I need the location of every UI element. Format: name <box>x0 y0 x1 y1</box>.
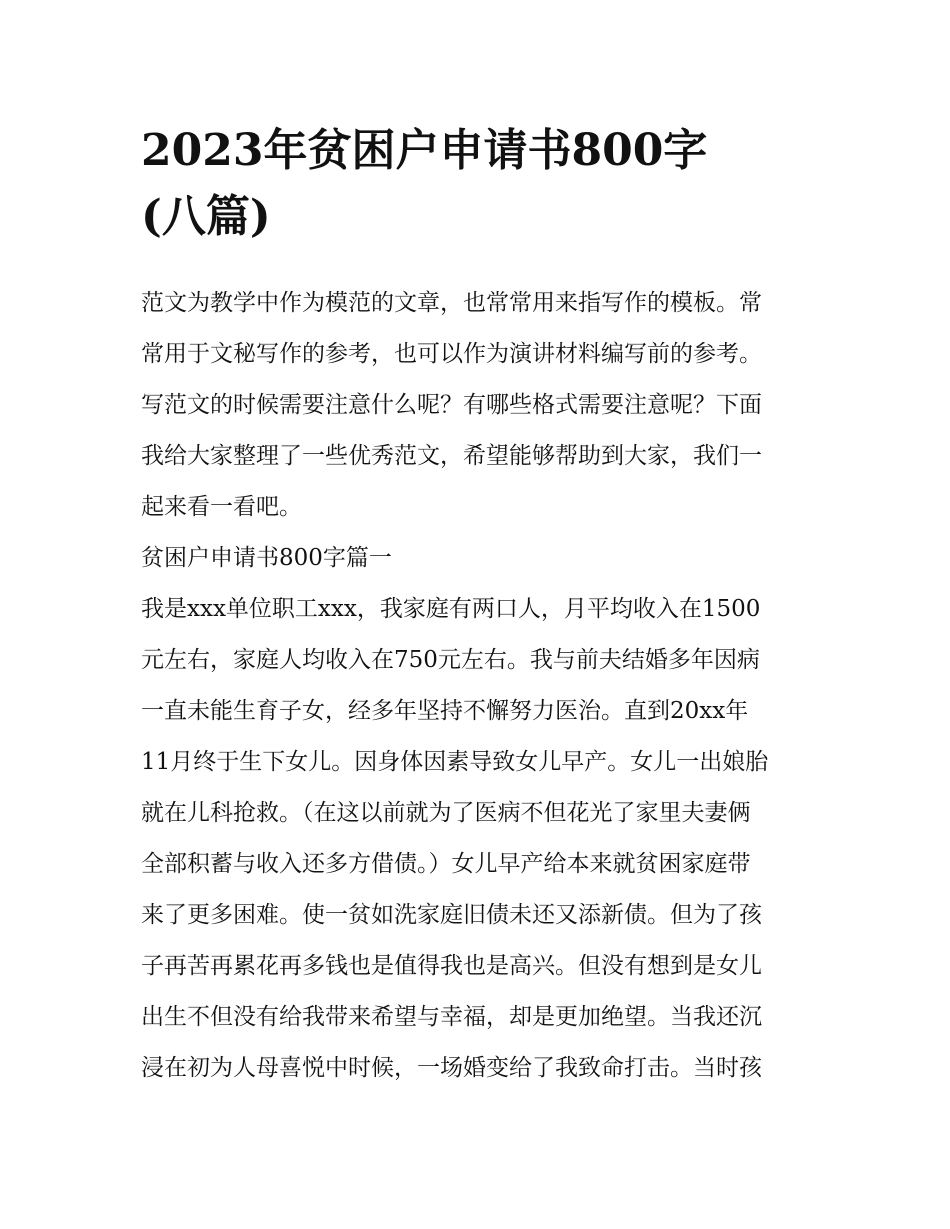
title-line: (八篇) <box>141 191 271 242</box>
section-heading: 贫困户申请书800字篇一 <box>141 545 392 571</box>
text-line: 出生不但没有给我带来希望与幸福，却是更加绝望。当我还沉 <box>141 1004 762 1030</box>
document-content <box>141 118 816 1094</box>
intro-paragraph <box>141 278 816 533</box>
text-line: 常用于文秘写作的参考，也可以作为演讲材料编写前的参考。 <box>141 341 762 367</box>
text-line: 11月终于生下女儿。因身体因素导致女儿早产。女儿一出娘胎 <box>141 749 769 775</box>
text-line: 来了更多困难。使一贫如洗家庭旧债未还又添新债。但为了孩 <box>141 902 762 928</box>
text-line: 元左右，家庭人均收入在750元左右。我与前夫结婚多年因病 <box>141 647 760 673</box>
text-line: 范文为教学中作为模范的文章，也常常用来指写作的模板。常 <box>141 290 762 316</box>
text-line: 浸在初为人母喜悦中时候，一场婚变给了我致命打击。当时孩 <box>141 1055 762 1081</box>
text-line: 我是xxx单位职工xxx，我家庭有两口人，月平均收入在1500 <box>141 596 761 622</box>
text-line: 就在儿科抢救。（在这以前就为了医病不但花光了家里夫妻俩 <box>141 800 751 826</box>
text-line: 子再苦再累花再多钱也是值得我也是高兴。但没有想到是女儿 <box>141 953 762 979</box>
document-title <box>141 118 816 250</box>
section-heading-block <box>141 533 816 584</box>
text-line: 起来看一看吧。 <box>141 494 302 520</box>
text-line: 我给大家整理了一些优秀范文，希望能够帮助到大家，我们一 <box>141 443 762 469</box>
body-paragraph <box>141 584 816 1094</box>
text-line: 全部积蓄与收入还多方借债。）女儿早产给本来就贫困家庭带 <box>141 851 751 877</box>
text-line: 写范文的时候需要注意什么呢？有哪些格式需要注意呢？下面 <box>141 392 762 418</box>
title-line: 2023年贫困户申请书800字 <box>141 125 708 176</box>
text-line: 一直未能生育子女，经多年坚持不懈努力医治。直到20xx年 <box>141 698 749 724</box>
